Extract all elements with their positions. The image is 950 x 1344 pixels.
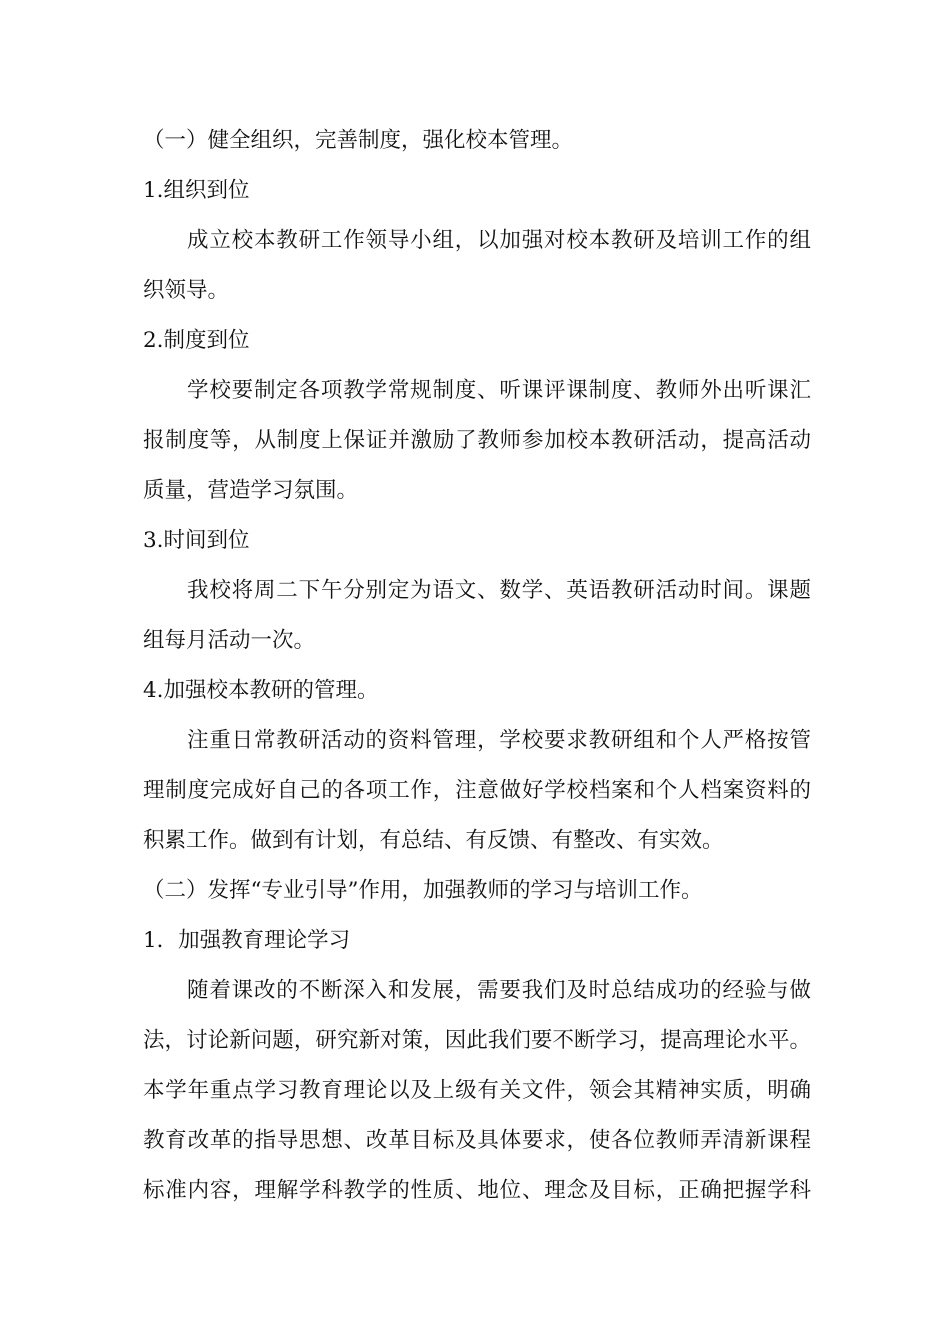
paragraph-line: 理制度完成好自己的各项工作，注意做好学校档案和个人档案资料的 [143,778,811,803]
document-page [143,116,811,1216]
paragraph-line: 组每月活动一次。 [143,628,316,653]
subheading-management: 4.加强校本教研的管理。 [143,678,379,703]
subheading-system: 2.制度到位 [143,328,250,353]
subheading-time: 3.时间到位 [143,528,250,553]
paragraph-line: 本学年重点学习教育理论以及上级有关文件，领会其精神实质，明确 [143,1078,811,1103]
paragraph-line: 法，讨论新问题，研究新对策，因此我们要不断学习，提高理论水平。 [143,1028,811,1053]
paragraph-line: 织领导。 [143,278,230,303]
paragraph-line: 标准内容，理解学科教学的性质、地位、理念及目标，正确把握学科 [143,1178,811,1203]
paragraph-line: 报制度等，从制度上保证并激励了教师参加校本教研活动，提高活动 [143,428,811,453]
paragraph-line: 学校要制定各项教学常规制度、听课评课制度、教师外出听课汇 [187,378,811,403]
paragraph-line: 质量，营造学习氛围。 [143,478,359,503]
subheading-organization: 1.组织到位 [143,178,250,203]
paragraph-line: 教育改革的指导思想、改革目标及具体要求，使各位教师弄清新课程 [143,1128,811,1153]
paragraph-line: 注重日常教研活动的资料管理，学校要求教研组和个人严格按管 [187,728,811,753]
paragraph-line: 我校将周二下午分别定为语文、数学、英语教研活动时间。课题 [187,578,811,603]
section-heading-1: （一）健全组织，完善制度，强化校本管理。 [143,128,574,153]
section-heading-2: （二）发挥“专业引导”作用，加强教师的学习与培训工作。 [143,878,703,903]
subheading-theory-study: 1．加强教育理论学习 [143,928,351,953]
paragraph-line: 随着课改的不断深入和发展，需要我们及时总结成功的经验与做 [187,978,811,1003]
paragraph-line: 成立校本教研工作领导小组，以加强对校本教研及培训工作的组 [187,228,811,253]
paragraph-line: 积累工作。做到有计划，有总结、有反馈、有整改、有实效。 [143,828,724,853]
